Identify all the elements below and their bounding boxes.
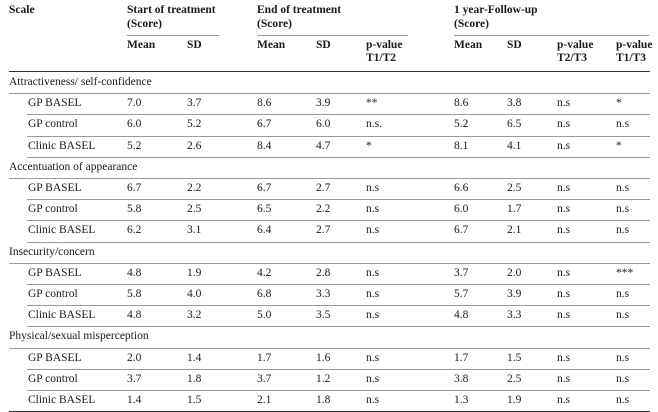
header-p23-a: p-value [557,39,594,51]
row-rule [27,242,650,243]
cell-p-t2t3: n.s [557,373,571,385]
row-rule [27,114,650,115]
header-start-title: Start of treatment [127,4,216,16]
start-group-rule [127,35,219,36]
cell-mean-fu: 6.0 [454,203,469,215]
cell-p-t1t3: n.s [616,118,630,130]
cell-p-t1t2: n.s. [366,118,382,130]
cell-group: GP control [28,373,78,385]
section-rule [9,178,650,179]
row-rule [27,199,650,200]
row-rule [27,369,650,370]
row-rule [27,390,650,391]
cell-sd-start: 4.0 [187,288,202,300]
cell-p-t1t2: n.s [366,203,380,215]
section-rule [9,263,650,264]
cell-mean-start: 7.0 [127,97,142,109]
cell-sd-end: 2.8 [316,267,331,279]
header-fu-title: 1 year-Follow-up [454,4,538,16]
cell-mean-fu: 1.3 [454,394,469,406]
cell-mean-start: 5.2 [127,140,142,152]
header-scale: Scale [9,4,35,16]
cell-mean-end: 6.5 [257,203,272,215]
cell-p-t1t3: n.s [616,394,630,406]
cell-mean-start: 6.7 [127,182,142,194]
header-p12-b: T1/T2 [366,52,397,64]
header-p13-b: T1/T3 [616,52,647,64]
cell-sd-fu: 3.3 [507,309,522,321]
cell-mean-fu: 8.1 [454,140,469,152]
cell-mean-fu: 6.6 [454,182,469,194]
cell-p-t1t2: n.s [366,309,380,321]
cell-mean-start: 6.2 [127,224,142,236]
fu-group-rule [454,35,649,36]
cell-mean-end: 4.2 [257,267,272,279]
cell-sd-fu: 2.1 [507,224,522,236]
cell-sd-start: 1.4 [187,352,202,364]
cell-p-t1t3: n.s [616,309,630,321]
cell-sd-start: 1.5 [187,394,202,406]
header-sd-1: SD [187,39,202,51]
cell-p-t2t3: n.s [557,309,571,321]
row-rule [27,220,650,221]
cell-sd-start: 2.6 [187,140,202,152]
cell-sd-end: 1.2 [316,373,331,385]
cell-mean-start: 3.7 [127,373,142,385]
cell-p-t1t2: n.s [366,267,380,279]
cell-sd-end: 3.3 [316,288,331,300]
cell-sd-end: 4.7 [316,140,331,152]
cell-group: Clinic BASEL [28,309,96,321]
cell-p-t1t3: n.s [616,352,630,364]
cell-p-t1t2: n.s [366,373,380,385]
section-title: Attractiveness/ self-confidence [9,76,152,88]
cell-sd-end: 2.2 [316,203,331,215]
cell-p-t2t3: n.s [557,203,571,215]
cell-mean-fu: 5.2 [454,118,469,130]
cell-sd-fu: 1.5 [507,352,522,364]
cell-mean-start: 2.0 [127,352,142,364]
cell-p-t1t2: n.s [366,224,380,236]
header-mean-1: Mean [127,39,156,51]
cell-p-t1t3: n.s [616,182,630,194]
header-mean-3: Mean [454,39,483,51]
header-start-sub: (Score) [127,18,162,30]
cell-sd-fu: 6.5 [507,118,522,130]
cell-sd-start: 1.8 [187,373,202,385]
cell-p-t1t3: * [616,140,622,152]
cell-mean-fu: 5.7 [454,288,469,300]
cell-p-t2t3: n.s [557,140,571,152]
cell-mean-end: 2.1 [257,394,272,406]
cell-mean-start: 4.8 [127,267,142,279]
header-mean-2: Mean [257,39,286,51]
cell-group: GP BASEL [28,267,82,279]
cell-mean-end: 5.0 [257,309,272,321]
cell-group: Clinic BASEL [28,394,96,406]
cell-sd-end: 1.8 [316,394,331,406]
end-group-rule [257,35,408,36]
cell-sd-end: 3.9 [316,97,331,109]
cell-p-t1t3: n.s [616,224,630,236]
cell-group: GP control [28,118,78,130]
cell-sd-start: 3.7 [187,97,202,109]
cell-sd-start: 2.5 [187,203,202,215]
header-fu-sub: (Score) [454,18,489,30]
header-p12-a: p-value [366,39,403,51]
cell-p-t1t3: n.s [616,373,630,385]
section-title: Physical/sexual misperception [9,330,149,342]
cell-p-t2t3: n.s [557,118,571,130]
header-end-title: End of treatment [257,4,342,16]
cell-p-t1t2: n.s [366,394,380,406]
row-rule [27,326,650,327]
cell-p-t1t2: ** [366,97,378,109]
header-sd-2: SD [316,39,331,51]
section-title: Accentuation of appearance [9,161,138,173]
cell-p-t1t3: n.s [616,203,630,215]
cell-group: GP control [28,203,78,215]
cell-p-t1t2: * [366,140,372,152]
cell-sd-end: 1.6 [316,352,331,364]
cell-mean-fu: 3.7 [454,267,469,279]
cell-mean-fu: 1.7 [454,352,469,364]
cell-p-t2t3: n.s [557,267,571,279]
row-rule [27,157,650,158]
cell-sd-start: 2.2 [187,182,202,194]
section-rule [9,348,650,349]
cell-mean-fu: 4.8 [454,309,469,321]
cell-group: GP BASEL [28,182,82,194]
cell-mean-start: 5.8 [127,288,142,300]
cell-sd-fu: 2.5 [507,373,522,385]
cell-p-t1t3: *** [616,267,634,279]
header-p23-b: T2/T3 [557,52,588,64]
cell-sd-end: 3.5 [316,309,331,321]
cell-mean-end: 1.7 [257,352,272,364]
section-title: Insecurity/concern [9,246,95,258]
cell-sd-fu: 3.9 [507,288,522,300]
cell-mean-start: 5.8 [127,203,142,215]
cell-sd-end: 2.7 [316,224,331,236]
cell-sd-fu: 1.9 [507,394,522,406]
row-rule [27,305,650,306]
cell-mean-fu: 6.7 [454,224,469,236]
section-rule [9,93,650,94]
header-p13-a: p-value [616,39,653,51]
cell-sd-start: 5.2 [187,118,202,130]
cell-p-t2t3: n.s [557,288,571,300]
header-sd-3: SD [507,39,522,51]
cell-mean-fu: 3.8 [454,373,469,385]
cell-p-t1t2: n.s [366,182,380,194]
cell-p-t1t2: n.s [366,288,380,300]
cell-sd-start: 3.2 [187,309,202,321]
cell-p-t1t2: n.s [366,352,380,364]
cell-group: Clinic BASEL [28,224,96,236]
header-bottom-rule [9,71,650,72]
cell-sd-fu: 1.7 [507,203,522,215]
cell-mean-end: 6.7 [257,182,272,194]
cell-sd-fu: 3.8 [507,97,522,109]
cell-mean-end: 8.4 [257,140,272,152]
header-end-sub: (Score) [257,18,292,30]
cell-sd-start: 1.9 [187,267,202,279]
cell-mean-start: 1.4 [127,394,142,406]
cell-p-t1t3: * [616,97,622,109]
cell-sd-start: 3.1 [187,224,202,236]
cell-p-t2t3: n.s [557,394,571,406]
cell-sd-fu: 4.1 [507,140,522,152]
cell-group: GP BASEL [28,97,82,109]
cell-mean-fu: 8.6 [454,97,469,109]
cell-group: GP control [28,288,78,300]
cell-mean-end: 6.4 [257,224,272,236]
cell-mean-end: 6.8 [257,288,272,300]
cell-sd-fu: 2.0 [507,267,522,279]
cell-sd-fu: 2.5 [507,182,522,194]
cell-p-t2t3: n.s [557,352,571,364]
cell-mean-start: 4.8 [127,309,142,321]
cell-mean-end: 8.6 [257,97,272,109]
cell-p-t2t3: n.s [557,97,571,109]
row-rule [27,136,650,137]
cell-mean-end: 6.7 [257,118,272,130]
cell-group: GP BASEL [28,352,82,364]
cell-sd-end: 2.7 [316,182,331,194]
row-rule [27,284,650,285]
cell-p-t1t3: n.s [616,288,630,300]
cell-group: Clinic BASEL [28,140,96,152]
cell-mean-end: 3.7 [257,373,272,385]
cell-p-t2t3: n.s [557,224,571,236]
cell-p-t2t3: n.s [557,182,571,194]
cell-sd-end: 6.0 [316,118,331,130]
cell-mean-start: 6.0 [127,118,142,130]
